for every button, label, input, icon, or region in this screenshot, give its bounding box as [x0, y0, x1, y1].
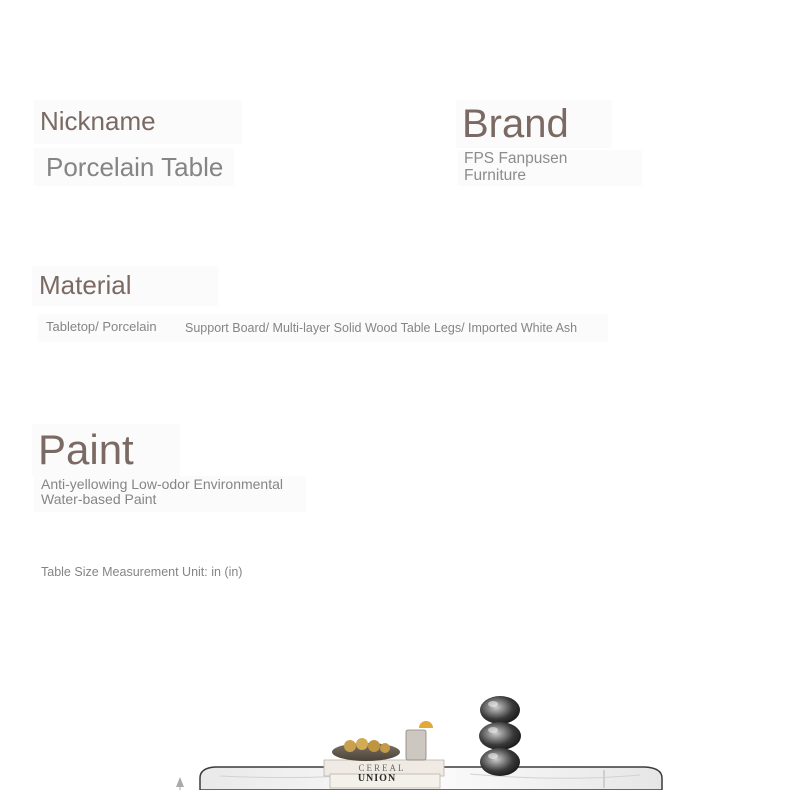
book-title-bottom: UNION: [357, 773, 397, 784]
material-tabletop-value: Tabletop/ Porcelain: [46, 319, 157, 334]
size-unit-note: Table Size Measurement Unit: in (in): [41, 565, 243, 579]
drink-glass: [406, 730, 426, 760]
brand-value: FPS Fanpusen Furniture: [464, 150, 568, 184]
material-support-value: Support Board/ Multi-layer Solid Wood Table Legs/ Imported White Ash: [185, 321, 578, 335]
paint-heading: Paint: [38, 426, 134, 473]
nickname-value: Porcelain Table: [46, 152, 224, 182]
product-illustration: [0, 680, 790, 790]
book-title-top: CEREAL: [358, 763, 406, 773]
brand-heading: Brand: [462, 102, 569, 146]
paint-value: Anti-yellowing Low-odor Environmental Water-based Paint: [41, 476, 284, 507]
material-heading: Material: [39, 270, 132, 300]
nickname-heading: Nickname: [40, 106, 156, 136]
glass-vase: [479, 696, 521, 776]
